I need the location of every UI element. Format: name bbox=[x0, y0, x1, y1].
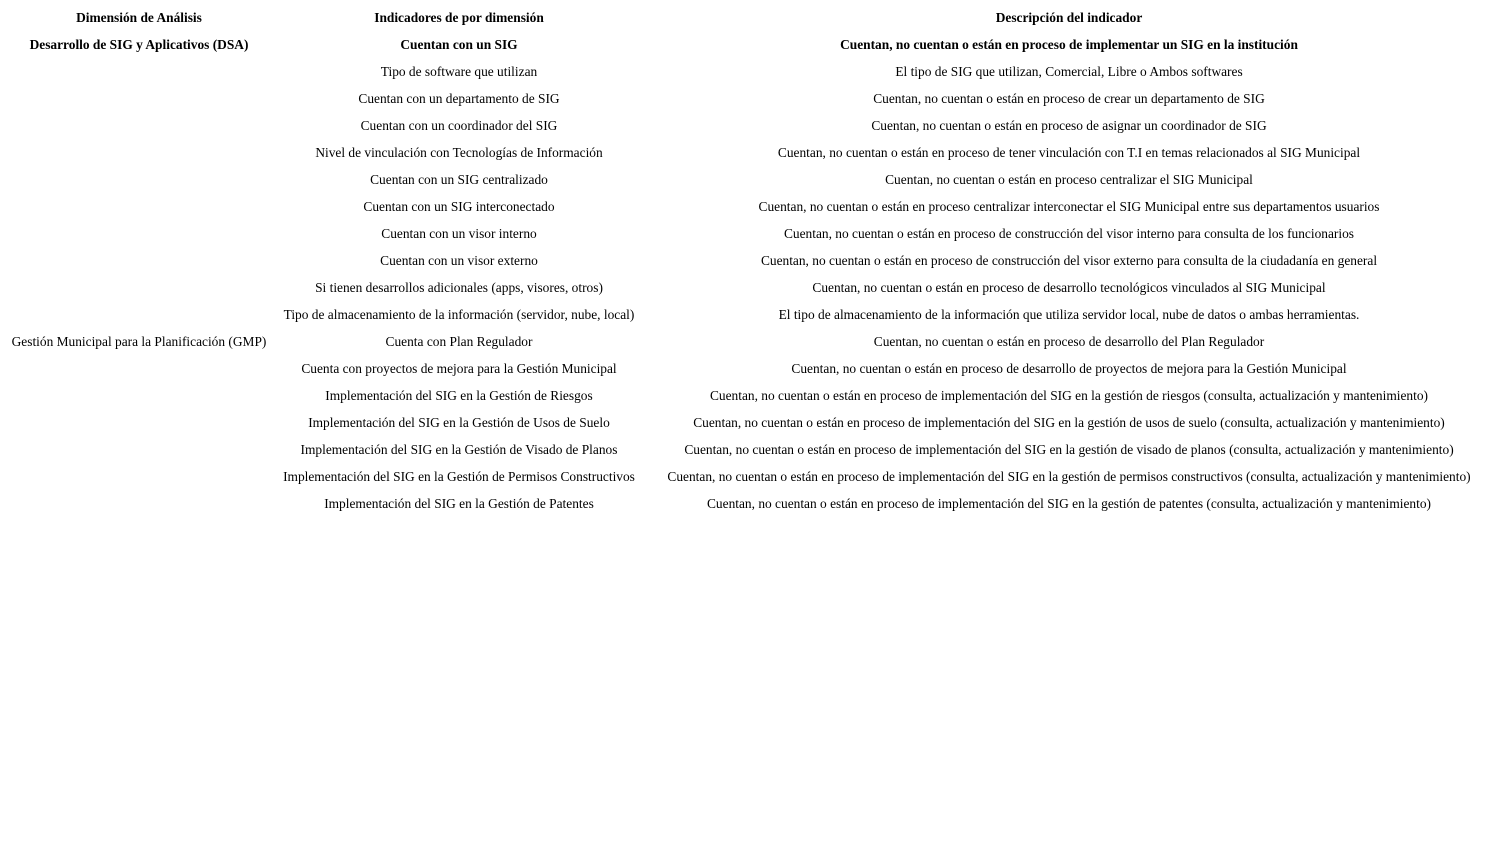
table-row bbox=[4, 220, 1494, 247]
cell-indicator: Implementación del SIG en la Gestión de Patentes bbox=[324, 496, 594, 511]
cell-dimension bbox=[4, 355, 274, 382]
cell-description: Cuentan, no cuentan o están en proceso de desarrollo de proyectos de mejora para la Gestión Municipal bbox=[791, 361, 1347, 376]
cell-indicator: Cuentan con un coordinador del SIG bbox=[360, 118, 558, 133]
cell-indicator: Cuentan con un departamento de SIG bbox=[358, 91, 560, 106]
cell-description: Cuentan, no cuentan o están en proceso de construcción del visor externo para consulta de la ciudadanía en general bbox=[760, 253, 1378, 268]
table-row bbox=[4, 409, 1494, 436]
cell-dimension bbox=[4, 220, 274, 247]
cell-dimension: Gestión Municipal para la Planificación (GMP) bbox=[11, 334, 267, 349]
table-row bbox=[4, 247, 1494, 274]
cell-description: Cuentan, no cuentan o están en proceso centralizar el SIG Municipal bbox=[885, 172, 1253, 187]
cell-dimension bbox=[4, 193, 274, 220]
cell-indicator: Implementación del SIG en la Gestión de Permisos Constructivos bbox=[283, 469, 635, 484]
table-row bbox=[4, 58, 1494, 85]
cell-indicator: Tipo de software que utilizan bbox=[380, 64, 538, 79]
table-row bbox=[4, 301, 1494, 328]
cell-dimension bbox=[4, 490, 274, 517]
cell-dimension bbox=[4, 463, 274, 490]
table-row bbox=[4, 436, 1494, 463]
cell-description: Cuentan, no cuentan o están en proceso de desarrollo del Plan Regulador bbox=[873, 334, 1265, 349]
table-row bbox=[4, 463, 1494, 490]
cell-dimension bbox=[4, 85, 274, 112]
table-row bbox=[4, 490, 1494, 517]
cell-indicator: Nivel de vinculación con Tecnologías de Información bbox=[315, 145, 603, 160]
header-dimension: Dimensión de Análisis bbox=[76, 10, 202, 25]
table-row bbox=[4, 112, 1494, 139]
table-row bbox=[4, 139, 1494, 166]
table-row bbox=[4, 382, 1494, 409]
cell-indicator: Si tienen desarrollos adicionales (apps, visores, otros) bbox=[315, 280, 603, 295]
table-body bbox=[4, 31, 1494, 517]
table-row bbox=[4, 193, 1494, 220]
cell-dimension bbox=[4, 58, 274, 85]
cell-description: Cuentan, no cuentan o están en proceso centralizar interconectar el SIG Municipal entre sus departamentos usuarios bbox=[758, 199, 1380, 214]
header-indicator: Indicadores de por dimensión bbox=[374, 10, 544, 25]
cell-dimension: Desarrollo de SIG y Aplicativos (DSA) bbox=[29, 37, 249, 52]
cell-dimension bbox=[4, 139, 274, 166]
cell-description: Cuentan, no cuentan o están en proceso de implementación del SIG en la gestión de visado de planos (consulta, actualización y mantenimiento) bbox=[684, 442, 1454, 457]
cell-indicator: Tipo de almacenamiento de la información (servidor, nube, local) bbox=[283, 307, 635, 322]
cell-description: Cuentan, no cuentan o están en proceso de implementación del SIG en la gestión de permisos constructivos (consulta, actualización y mantenimiento) bbox=[667, 469, 1471, 484]
cell-indicator: Cuenta con proyectos de mejora para la Gestión Municipal bbox=[301, 361, 617, 376]
cell-dimension bbox=[4, 247, 274, 274]
cell-description: El tipo de almacenamiento de la información que utiliza servidor local, nube de datos o ambas herramientas. bbox=[778, 307, 1360, 322]
header-row bbox=[4, 4, 1494, 31]
cell-indicator: Cuentan con un SIG interconectado bbox=[363, 199, 555, 214]
cell-description: Cuentan, no cuentan o están en proceso de implementación del SIG en la gestión de patentes (consulta, actualización y mantenimiento) bbox=[707, 496, 1431, 511]
cell-dimension bbox=[4, 274, 274, 301]
table-row bbox=[4, 166, 1494, 193]
header-description: Descripción del indicador bbox=[995, 10, 1143, 25]
table-row bbox=[4, 355, 1494, 382]
cell-dimension bbox=[4, 436, 274, 463]
cell-description: Cuentan, no cuentan o están en proceso de implementación del SIG en la gestión de usos de suelo (consulta, actualización y mantenimiento) bbox=[693, 415, 1445, 430]
cell-description: Cuentan, no cuentan o están en proceso de construcción del visor interno para consulta de los funcionarios bbox=[783, 226, 1355, 241]
cell-dimension bbox=[4, 166, 274, 193]
table-row bbox=[4, 274, 1494, 301]
cell-indicator: Implementación del SIG en la Gestión de Riesgos bbox=[325, 388, 593, 403]
cell-indicator: Cuentan con un SIG bbox=[400, 37, 518, 52]
cell-description: Cuentan, no cuentan o están en proceso de implementación del SIG en la gestión de riesgos (consulta, actualización y mantenimiento) bbox=[709, 388, 1429, 403]
cell-description: Cuentan, no cuentan o están en proceso de implementar un SIG en la institución bbox=[840, 37, 1298, 52]
cell-description: Cuentan, no cuentan o están en proceso de desarrollo tecnológicos vinculados al SIG Municipal bbox=[812, 280, 1326, 295]
cell-indicator: Cuentan con un SIG centralizado bbox=[370, 172, 548, 187]
cell-indicator: Implementación del SIG en la Gestión de Visado de Planos bbox=[300, 442, 618, 457]
cell-indicator: Cuenta con Plan Regulador bbox=[385, 334, 533, 349]
table-header bbox=[4, 4, 1494, 31]
cell-dimension bbox=[4, 409, 274, 436]
cell-description: Cuentan, no cuentan o están en proceso de crear un departamento de SIG bbox=[873, 91, 1265, 106]
table-row bbox=[4, 31, 1494, 58]
indicators-table bbox=[4, 4, 1494, 517]
table-row bbox=[4, 85, 1494, 112]
cell-description: El tipo de SIG que utilizan, Comercial, Libre o Ambos softwares bbox=[895, 64, 1243, 79]
cell-dimension bbox=[4, 301, 274, 328]
cell-description: Cuentan, no cuentan o están en proceso de asignar un coordinador de SIG bbox=[871, 118, 1267, 133]
table-row bbox=[4, 328, 1494, 355]
cell-indicator: Implementación del SIG en la Gestión de Usos de Suelo bbox=[308, 415, 610, 430]
cell-description: Cuentan, no cuentan o están en proceso de tener vinculación con T.I en temas relacionados al SIG Municipal bbox=[777, 145, 1361, 160]
cell-dimension bbox=[4, 112, 274, 139]
cell-indicator: Cuentan con un visor interno bbox=[381, 226, 537, 241]
cell-indicator: Cuentan con un visor externo bbox=[380, 253, 538, 268]
cell-dimension bbox=[4, 382, 274, 409]
